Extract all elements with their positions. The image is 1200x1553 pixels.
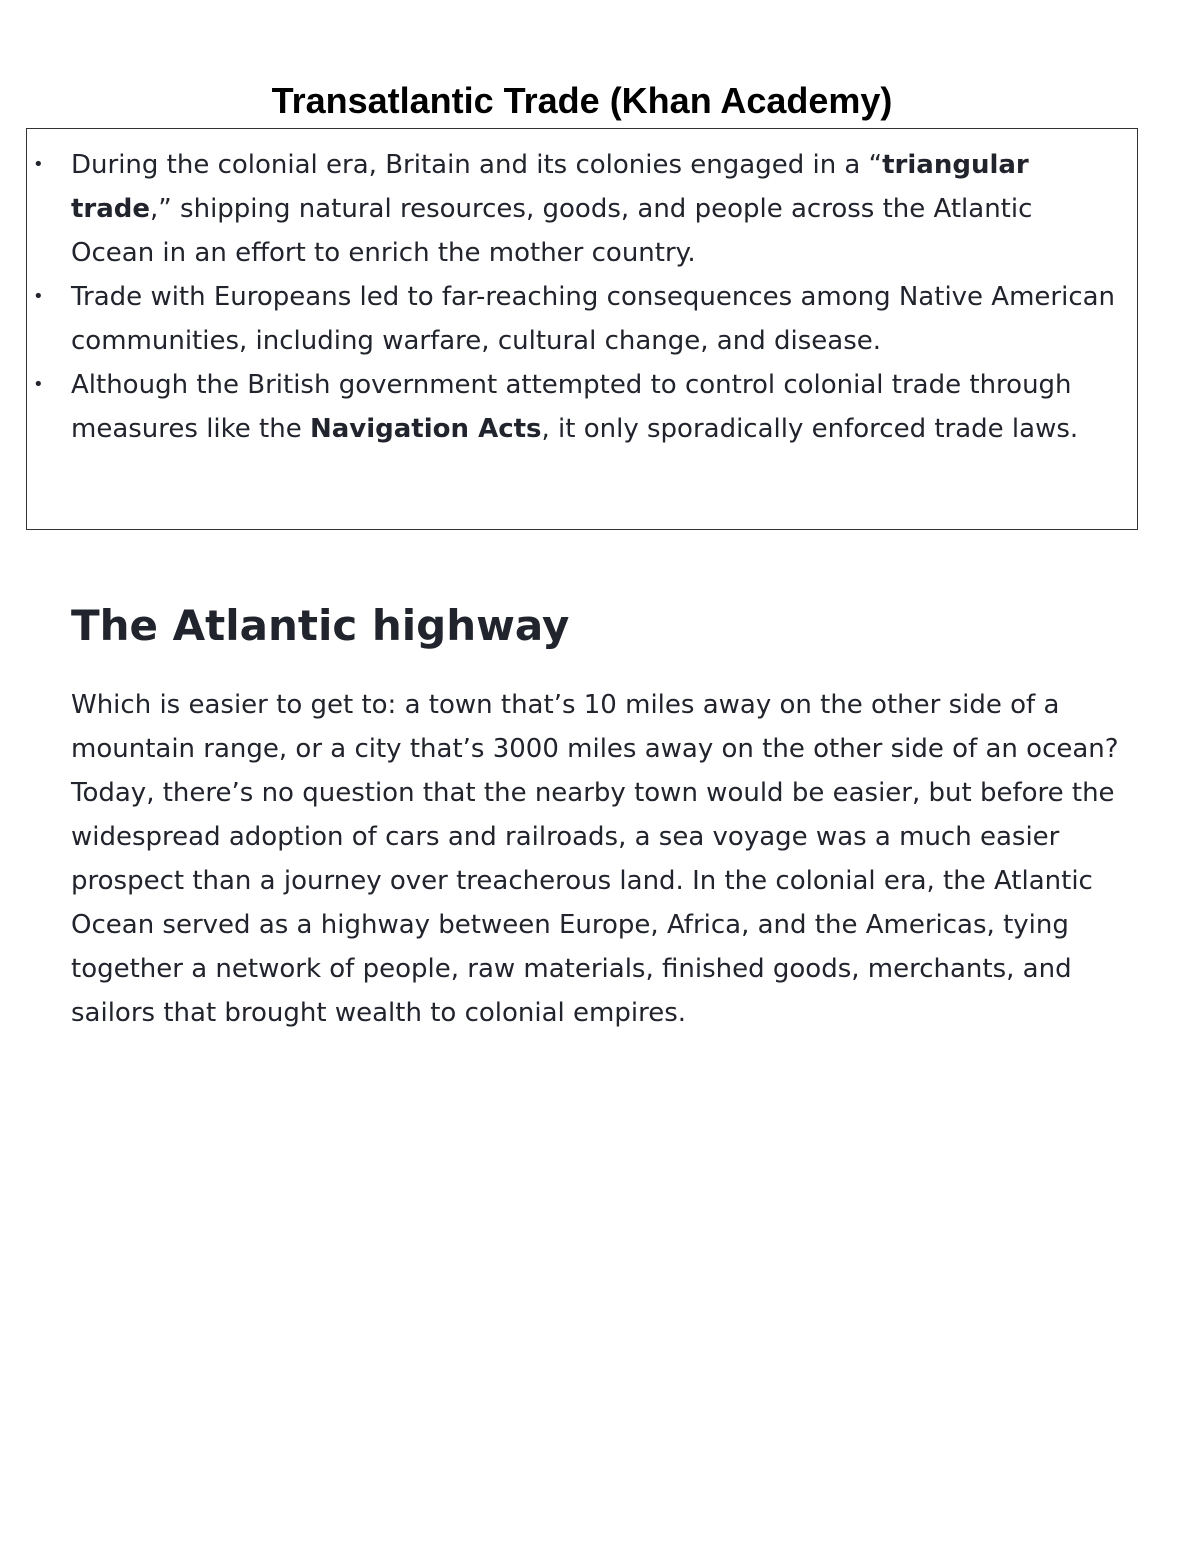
summary-item-text: Although the British government attempted to control colonial trade through measures like the bbox=[71, 370, 1072, 444]
bullet-icon: • bbox=[33, 286, 44, 307]
body-paragraph: Which is easier to get to: a town that’s 10 miles away on the other side of a mountain range, or a city that’s 3000 miles away on the other side of an ocean? Today, there’s no question that the nearby town would be easier, but before the widespread adoption of cars and railroads, a sea voyage was a much easier prospect than a journey over treacherous land. In the colonial era, the Atlantic Ocean served as a highway between Europe, Africa, and the Americas, tying together a network of people, raw materials, finished goods, merchants, and sailors that brought wealth to colonial empires. bbox=[71, 690, 1119, 1028]
summary-item-text: ,” shipping natural resources, goods, and people across the Atlantic Ocean in an effort to enrich the mother country. bbox=[71, 194, 1033, 268]
summary-item-text: During the colonial era, Britain and its colonies engaged in a “ bbox=[71, 150, 883, 180]
summary-item bbox=[27, 143, 1137, 275]
term-navigation-acts: Navigation Acts bbox=[309, 414, 542, 444]
bullet-icon: • bbox=[33, 154, 44, 175]
summary-item-text: , it only sporadically enforced trade laws. bbox=[541, 414, 1079, 444]
bullet-icon: • bbox=[33, 374, 44, 395]
section-heading: The Atlantic highway bbox=[71, 601, 570, 650]
summary-item-text: Trade with Europeans led to far-reaching consequences among Native American communities, including warfare, cultural change, and disease. bbox=[71, 282, 1116, 356]
summary-list bbox=[27, 143, 1137, 451]
term-triangular-trade: triangular trade bbox=[71, 150, 1029, 224]
summary-item bbox=[27, 275, 1137, 363]
summary-item bbox=[27, 363, 1137, 451]
summary-box bbox=[26, 128, 1138, 530]
page-title: Transatlantic Trade (Khan Academy) bbox=[271, 80, 893, 121]
